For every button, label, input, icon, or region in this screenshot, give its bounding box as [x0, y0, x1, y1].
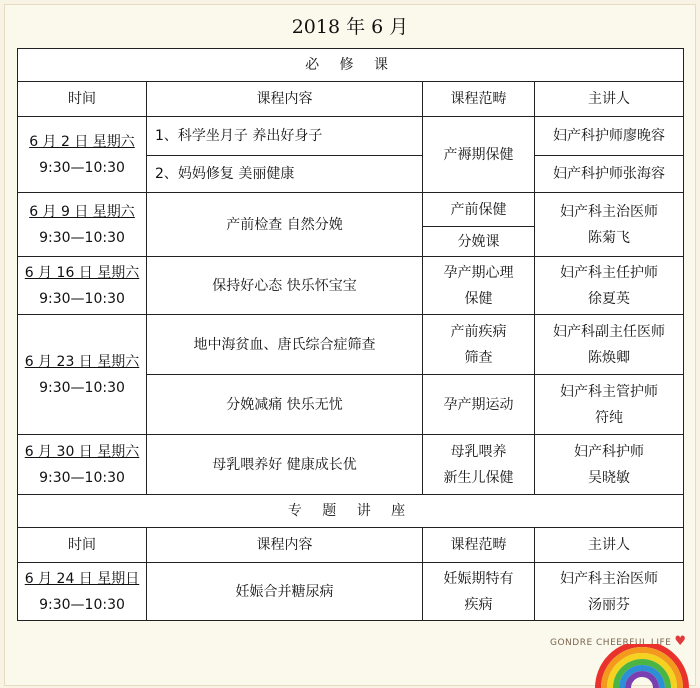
- speaker-title: 妇产科副主任医师: [553, 323, 666, 340]
- course-speaker: 妇产科护师张海容: [535, 156, 684, 193]
- category-line: 产前疾病: [450, 323, 507, 340]
- speaker-name: 汤丽芬: [588, 596, 631, 613]
- course-category: [423, 257, 535, 315]
- course-time: 9:30—10:30: [39, 596, 125, 613]
- speaker-title: 妇产科主管护师: [560, 383, 659, 400]
- page-title: 2018 年 6 月: [291, 16, 409, 38]
- course-time: 9:30—10:30: [39, 290, 125, 307]
- course-speaker: [535, 435, 684, 495]
- category-line: 保健: [464, 290, 493, 307]
- course-date: 6 月 2 日 星期六: [29, 133, 135, 150]
- course-category: 分娩课: [423, 227, 535, 257]
- table-row: [18, 193, 684, 227]
- course-content: 保持好心态 快乐怀宝宝: [147, 257, 423, 315]
- category-line: 疾病: [464, 596, 493, 613]
- course-date: 6 月 23 日 星期六: [24, 353, 140, 370]
- section-title-lectures: 专 题 讲 座: [18, 495, 684, 528]
- course-date: 6 月 9 日 星期六: [29, 203, 135, 220]
- speaker-name: 陈焕卿: [588, 349, 631, 366]
- course-speaker: 妇产科护师廖晚容: [535, 117, 684, 156]
- course-content: 产前检查 自然分娩: [147, 193, 423, 257]
- col-header-speaker: 主讲人: [535, 528, 684, 563]
- course-content: 1、科学坐月子 养出好身子: [147, 117, 423, 156]
- course-time: 9:30—10:30: [39, 229, 125, 246]
- course-speaker: [535, 193, 684, 257]
- time-cell: [18, 315, 147, 435]
- course-content: 地中海贫血、唐氏综合症筛查: [147, 315, 423, 375]
- col-header-time: 时间: [18, 82, 147, 117]
- table-row: [18, 257, 684, 315]
- course-content: 母乳喂养好 健康成长优: [147, 435, 423, 495]
- course-time: 9:30—10:30: [39, 469, 125, 486]
- table-row: [18, 117, 684, 156]
- speaker-title: 妇产科主任护师: [560, 264, 659, 281]
- speaker-title: 妇产科护师: [574, 443, 645, 460]
- time-cell: [18, 193, 147, 257]
- course-category: [423, 563, 535, 621]
- time-cell: [18, 257, 147, 315]
- table-row: [18, 315, 684, 375]
- course-content: 妊娠合并糖尿病: [147, 563, 423, 621]
- col-header-content: 课程内容: [147, 528, 423, 563]
- course-speaker: [535, 563, 684, 621]
- course-date: 6 月 16 日 星期六: [24, 264, 140, 281]
- category-line: 筛查: [464, 349, 493, 366]
- rainbow-icon: [592, 644, 692, 688]
- course-category: [423, 435, 535, 495]
- category-line: 母乳喂养: [450, 443, 507, 460]
- course-time: 9:30—10:30: [39, 379, 125, 396]
- brand-text: GONDRE CHEERFUL LIFE: [550, 638, 672, 648]
- course-category: [423, 315, 535, 375]
- course-time: 9:30—10:30: [39, 159, 125, 176]
- course-speaker: [535, 375, 684, 435]
- time-cell: [18, 563, 147, 621]
- col-header-category: 课程范畴: [423, 82, 535, 117]
- category-line: 孕产期心理: [443, 264, 514, 281]
- category-line: 妊娠期特有: [443, 570, 514, 587]
- col-header-speaker: 主讲人: [535, 82, 684, 117]
- column-header-row: [18, 528, 684, 563]
- heart-icon: ♥: [674, 634, 687, 649]
- speaker-name: 吴晓敏: [588, 469, 631, 486]
- col-header-category: 课程范畴: [423, 528, 535, 563]
- speaker-title: 妇产科主治医师: [560, 203, 659, 220]
- section-header-required: [18, 49, 684, 82]
- table-row: [18, 563, 684, 621]
- speaker-title: 妇产科主治医师: [560, 570, 659, 587]
- course-category: 产前保健: [423, 193, 535, 227]
- table-row: [18, 435, 684, 495]
- section-title-required: 必 修 课: [18, 49, 684, 82]
- course-content: 2、妈妈修复 美丽健康: [147, 156, 423, 193]
- course-content: 分娩减痛 快乐无忧: [147, 375, 423, 435]
- section-header-lectures: [18, 495, 684, 528]
- course-speaker: [535, 315, 684, 375]
- col-header-content: 课程内容: [147, 82, 423, 117]
- time-cell: [18, 435, 147, 495]
- course-speaker: [535, 257, 684, 315]
- course-date: 6 月 30 日 星期六: [24, 443, 140, 460]
- time-cell: [18, 117, 147, 193]
- schedule-table: [17, 48, 684, 621]
- speaker-name: 符纯: [595, 409, 624, 426]
- course-category: 孕产期运动: [423, 375, 535, 435]
- speaker-name: 徐夏英: [588, 290, 631, 307]
- column-header-row: [18, 82, 684, 117]
- speaker-name: 陈菊飞: [588, 229, 631, 246]
- col-header-time: 时间: [18, 528, 147, 563]
- category-line: 新生儿保健: [443, 469, 514, 486]
- course-category: 产褥期保健: [423, 117, 535, 193]
- course-date: 6 月 24 日 星期日: [24, 570, 140, 587]
